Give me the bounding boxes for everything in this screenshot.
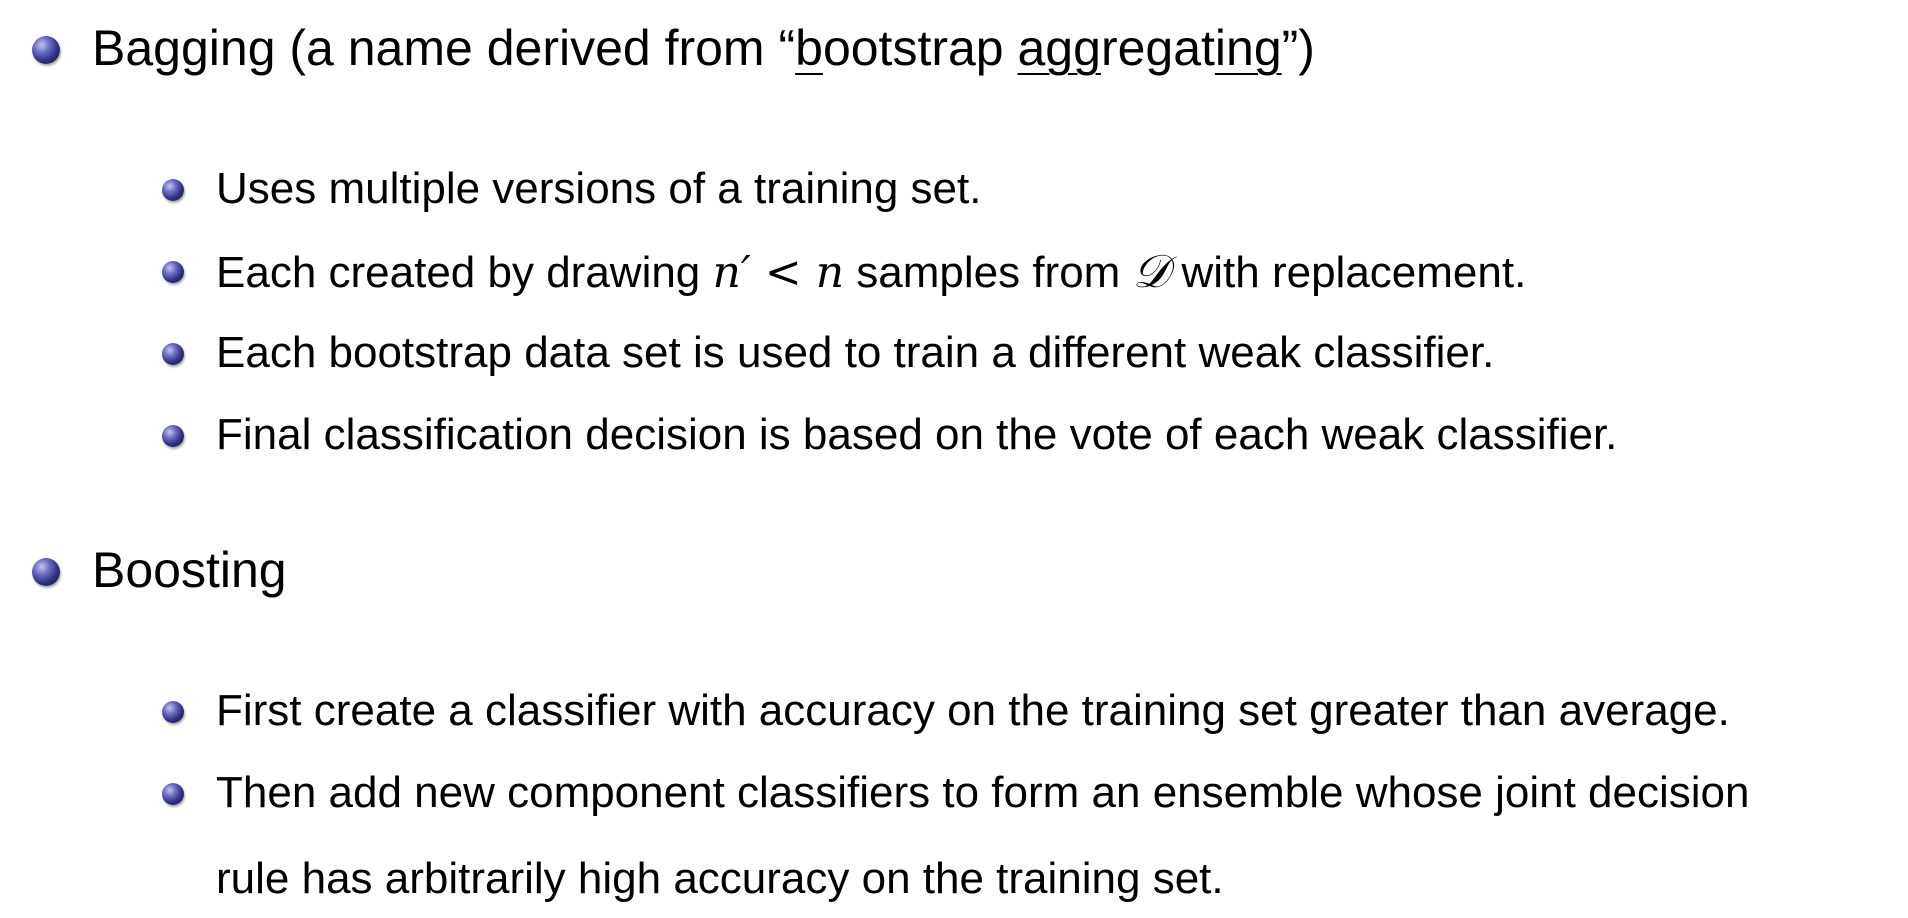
bullet-icon — [162, 343, 184, 365]
boosting-bullet-2-line-2: rule has arbitrarily high accuracy on the training set. — [216, 854, 1224, 903]
bagging-underlined-agg: agg — [1017, 20, 1101, 76]
math-n-prime: n′ — [712, 247, 751, 298]
dataset-symbol: 𝒟 — [1132, 244, 1170, 298]
bagging-title-word2-rest: regat — [1100, 20, 1215, 76]
bullet-icon — [162, 701, 184, 723]
bagging-underlined-b: b — [795, 20, 823, 76]
bagging-heading — [92, 18, 1315, 78]
boosting-bullet-2-line-1: Then add new component classifiers to form an ensemble whose joint decision — [216, 768, 1750, 817]
bagging-bullet-1: Uses multiple versions of a training set. — [216, 164, 982, 213]
bagging-bullet-4: Final classification decision is based on the vote of each weak classifier. — [216, 410, 1618, 459]
bagging-bullet-3: Each bootstrap data set is used to train a different weak classifier. — [216, 328, 1495, 377]
bagging-underlined-ing: ing — [1214, 20, 1282, 76]
drawing-prefix: Each created by drawing — [216, 248, 713, 297]
bagging-title-prefix: Bagging (a name derived from “ — [92, 20, 796, 76]
bullet-icon — [162, 783, 184, 805]
bullet-icon — [32, 36, 60, 64]
math-n: n — [815, 247, 845, 298]
bagging-title-word1-rest: ootstrap — [822, 20, 1018, 76]
bagging-bullet-2 — [216, 244, 1526, 300]
bagging-title-suffix: ”) — [1281, 20, 1315, 76]
bullet-icon — [32, 558, 60, 586]
bullet-icon — [162, 425, 184, 447]
bullet-icon — [162, 179, 184, 201]
drawing-suffix: with replacement. — [1169, 248, 1527, 297]
boosting-heading: Boosting — [92, 542, 287, 598]
drawing-middle: samples from — [844, 248, 1133, 297]
math-less-than: < — [750, 247, 816, 298]
bullet-icon — [162, 261, 184, 283]
boosting-bullet-1: First create a classifier with accuracy on the training set greater than average. — [216, 686, 1730, 735]
